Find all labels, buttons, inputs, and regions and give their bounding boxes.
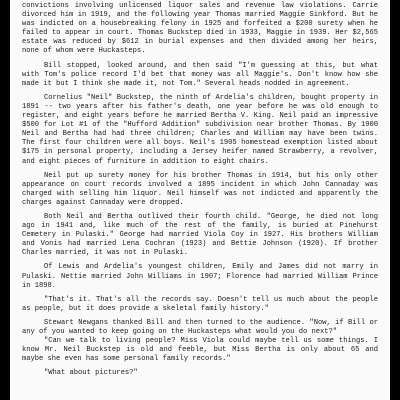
paragraph-7: "That's it. That's all the records say. Doesn't tell us much about the people as people, but it does provide a skeletal family history."	[22, 295, 378, 313]
paragraph-9: "Can we talk to living people? Miss Viola could maybe tell us some things. I know Mr. Neil Buckstep is old and feeble, but Miss Bertha is only about 65 and maybe she even has some personal family records."	[22, 337, 378, 364]
paragraph-6: Of Lewis and Ardelia's youngest children, Emily and James did not marry in Pulaski. Nettie married John Williams in 1907; Florence had married William Prince in 1898.	[22, 263, 378, 290]
paragraph-2: Bill stopped, looked around, and then said "I'm guessing at this, but what with Tom's police record I'd bet that money was all Maggie's. Don't know how she made it but I think she made it, not Tom." Several heads nodded in agreement.	[22, 61, 378, 88]
paragraph-4: Neil put up surety money for his brother Thomas in 1914, but his only other appearance on court records involved a 1895 incident in which John Cannaday was charged with selling him liquor. Neil himself was not indicted and apparently the charges against Cannaday were dropped.	[22, 171, 378, 207]
paragraph-5: Both Neil and Bertha outlived their fourth child. "George, he died not long ago in 1941 and, like much of the rest of the family, is buried at Pinehurst Cemetery in Pulaski." George had married Viola Coy in 1927. His brothers William and Vonis had married Lena Cochran (1923) and Bettie Johnson (1920). If brother Charles married, it was not in Pulaski.	[22, 212, 378, 258]
paragraph-10: "What about pictures?"	[44, 369, 138, 378]
document-page	[10, 0, 390, 400]
paragraph-3: Cornelius "Neil" Buckstep, the ninth of Ardelia's children, bought property in 1891 -- two years after his father's death, one year before he was old enough to register, and eight years before he married Bertha V. King. Neil paid an impressive $500 for Lot #1 of the "Hufford Addition" subdivision near brother Thomas. By 1900 Neil and Bertha had had three children; Charles and William may have been twins. The first four children were all boys. Neil's 1905 homestead exemption listed about $175 in personal property, including a Jersey heifer named Strawberry, a revolver, and eight pieces of furniture in addition to eight chairs.	[22, 93, 378, 166]
paragraph-1: convictions involving unlicensed liquor sales and revenue law violations. Carrie divorced him in 1919, and the following year Thomas married Maggie Sinkford. But he was indicted on a housebreaking felony in 1925 and forfeited a $200 surety when he failed to appear in court. Thomas Buckstep died in 1933, Maggie in 1939. Her $2,565 estate was reduced by $612 in burial expenses and then divided among her heirs, none of whom were Huckasteps.	[22, 2, 378, 56]
paragraph-8: Stewart Newgans thanked Bill and then turned to the audience. "Now, if Bill or any of you wanted to keep going on the Huckasteps what would you do next?"	[22, 318, 378, 336]
